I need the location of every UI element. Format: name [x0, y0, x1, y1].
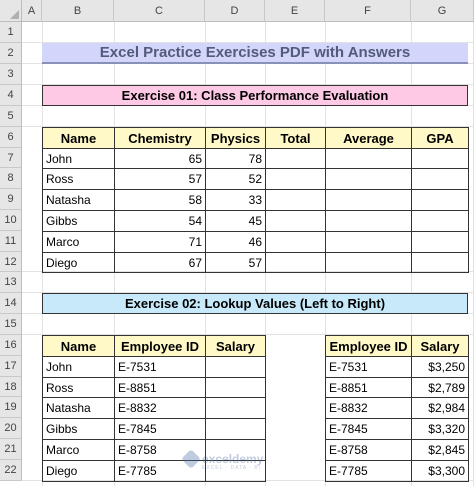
name-cell[interactable]: John	[43, 149, 115, 169]
average-cell[interactable]	[326, 169, 412, 190]
table-row	[43, 378, 266, 398]
salary-cell[interactable]: $2,789	[412, 378, 469, 398]
exercise2-source-table	[325, 335, 469, 482]
table-row	[326, 398, 469, 419]
name-cell[interactable]: Diego	[43, 253, 115, 273]
salary-cell[interactable]: $3,300	[412, 461, 469, 482]
employee-id-cell[interactable]: E-8851	[326, 378, 412, 398]
header-name[interactable]: Name	[43, 336, 115, 357]
row-header-6[interactable]: 6	[0, 127, 22, 148]
physics-cell[interactable]: 45	[206, 211, 266, 232]
row-header-11[interactable]: 11	[0, 231, 22, 252]
header-gpa[interactable]: GPA	[412, 128, 469, 149]
exercise1-table	[42, 127, 469, 273]
exceldemy-watermark	[184, 452, 264, 471]
table-row	[326, 357, 469, 378]
row-header-12[interactable]: 12	[0, 252, 22, 272]
row-header-18[interactable]: 18	[0, 377, 22, 397]
employee-id-cell[interactable]: E-8758	[115, 440, 206, 461]
row-header-19[interactable]: 19	[0, 397, 22, 418]
column-header-a[interactable]: A	[22, 0, 42, 22]
total-cell[interactable]	[266, 211, 326, 232]
row-header-9[interactable]: 9	[0, 189, 22, 210]
exceldemy-logo-icon	[181, 449, 201, 469]
row-header-1[interactable]: 1	[0, 22, 22, 43]
table-header-row	[43, 336, 266, 357]
employee-id-cell[interactable]: E-8832	[115, 398, 206, 419]
column-header-g[interactable]: G	[411, 0, 474, 22]
row-header-3[interactable]: 3	[0, 64, 22, 85]
header-chemistry[interactable]: Chemistry	[115, 128, 206, 149]
employee-id-cell[interactable]: E-8851	[115, 378, 206, 398]
salary-cell[interactable]: $3,320	[412, 419, 469, 440]
name-cell[interactable]: Marco	[43, 232, 115, 253]
table-row	[326, 461, 469, 482]
name-cell[interactable]: Ross	[43, 378, 115, 398]
salary-cell[interactable]	[206, 398, 266, 419]
physics-cell[interactable]: 33	[206, 190, 266, 211]
row-header-4[interactable]: 4	[0, 85, 22, 106]
column-header-b[interactable]: B	[42, 0, 114, 22]
average-cell[interactable]	[326, 190, 412, 211]
gpa-cell[interactable]	[412, 149, 469, 169]
row-header-15[interactable]: 15	[0, 314, 22, 335]
name-cell[interactable]: Ross	[43, 169, 115, 190]
physics-cell[interactable]: 78	[206, 149, 266, 169]
gpa-cell[interactable]	[412, 169, 469, 190]
table-row	[43, 253, 469, 273]
header-employee-id[interactable]: Employee ID	[115, 336, 206, 357]
salary-cell[interactable]: $2,845	[412, 440, 469, 461]
total-cell[interactable]	[266, 253, 326, 273]
table-row	[43, 398, 266, 419]
total-cell[interactable]	[266, 149, 326, 169]
physics-cell[interactable]: 52	[206, 169, 266, 190]
name-cell[interactable]: Gibbs	[43, 419, 115, 440]
row-header-13[interactable]: 13	[0, 272, 22, 293]
total-cell[interactable]	[266, 169, 326, 190]
employee-id-cell[interactable]: E-7785	[115, 461, 206, 482]
chemistry-cell[interactable]: 65	[115, 149, 206, 169]
average-cell[interactable]	[326, 253, 412, 273]
table-row	[43, 190, 469, 211]
column-header-d[interactable]: D	[205, 0, 265, 22]
row-header-5[interactable]: 5	[0, 106, 22, 127]
row-header-20[interactable]: 20	[0, 418, 22, 439]
table-header-row	[43, 128, 469, 149]
name-cell[interactable]: Diego	[43, 461, 115, 482]
gpa-cell[interactable]	[412, 253, 469, 273]
physics-cell[interactable]: 46	[206, 232, 266, 253]
select-all-corner[interactable]	[0, 0, 22, 22]
employee-id-cell[interactable]: E-7785	[326, 461, 412, 482]
column-header-f[interactable]: F	[325, 0, 411, 22]
gpa-cell[interactable]	[412, 232, 469, 253]
watermark-brand: exceldemy	[202, 452, 264, 466]
chemistry-cell[interactable]: 57	[115, 169, 206, 190]
table-row	[43, 211, 469, 232]
row-header-8[interactable]: 8	[0, 168, 22, 189]
row-header-17[interactable]: 17	[0, 356, 22, 377]
salary-cell[interactable]	[206, 378, 266, 398]
row-header-22[interactable]: 22	[0, 460, 22, 481]
table-row	[43, 357, 266, 378]
row-header-21[interactable]: 21	[0, 439, 22, 460]
total-cell[interactable]	[266, 232, 326, 253]
salary-cell[interactable]: $3,250	[412, 357, 469, 378]
chemistry-cell[interactable]: 67	[115, 253, 206, 273]
name-cell[interactable]: John	[43, 357, 115, 378]
table-row	[43, 419, 266, 440]
row-header-7[interactable]: 7	[0, 148, 22, 168]
row-header-16[interactable]: 16	[0, 335, 22, 356]
employee-id-cell[interactable]: E-8832	[326, 398, 412, 419]
employee-id-cell[interactable]: E-7531	[115, 357, 206, 378]
name-cell[interactable]: Natasha	[43, 190, 115, 211]
employee-id-cell[interactable]: E-8758	[326, 440, 412, 461]
employee-id-cell[interactable]: E-7845	[326, 419, 412, 440]
header-average[interactable]: Average	[326, 128, 412, 149]
total-cell[interactable]	[266, 190, 326, 211]
average-cell[interactable]	[326, 232, 412, 253]
salary-cell[interactable]: $2,984	[412, 398, 469, 419]
table-row	[43, 232, 469, 253]
chemistry-cell[interactable]: 58	[115, 190, 206, 211]
watermark-tagline: EXCEL · DATA · BI	[202, 465, 262, 471]
header-physics[interactable]: Physics	[206, 128, 266, 149]
chemistry-cell[interactable]: 54	[115, 211, 206, 232]
chemistry-cell[interactable]: 71	[115, 232, 206, 253]
column-header-e[interactable]: E	[265, 0, 325, 22]
exercise1-title[interactable]: Exercise 01: Class Performance Evaluation	[42, 85, 468, 106]
gpa-cell[interactable]	[412, 190, 469, 211]
physics-cell[interactable]: 57	[206, 253, 266, 273]
average-cell[interactable]	[326, 211, 412, 232]
exercise2-title[interactable]: Exercise 02: Lookup Values (Left to Right)	[42, 293, 468, 314]
select-all-triangle-icon	[10, 10, 19, 19]
salary-cell[interactable]	[206, 419, 266, 440]
row-header-10[interactable]: 10	[0, 210, 22, 231]
table-row	[326, 378, 469, 398]
name-cell[interactable]: Marco	[43, 440, 115, 461]
name-cell[interactable]: Natasha	[43, 398, 115, 419]
table-row	[43, 149, 469, 169]
table-row	[326, 440, 469, 461]
row-header-14[interactable]: 14	[0, 293, 22, 314]
gpa-cell[interactable]	[412, 211, 469, 232]
employee-id-cell[interactable]: E-7845	[115, 419, 206, 440]
table-row	[43, 169, 469, 190]
table-header-row	[326, 336, 469, 357]
name-cell[interactable]: Gibbs	[43, 211, 115, 232]
sheet-title[interactable]: Excel Practice Exercises PDF with Answers	[42, 43, 468, 64]
employee-id-cell[interactable]: E-7531	[326, 357, 412, 378]
header-salary[interactable]: Salary	[412, 336, 469, 357]
salary-cell[interactable]	[206, 357, 266, 378]
header-salary[interactable]: Salary	[206, 336, 266, 357]
row-header-2[interactable]: 2	[0, 43, 22, 64]
header-name[interactable]: Name	[43, 128, 115, 149]
header-employee-id[interactable]: Employee ID	[326, 336, 412, 357]
average-cell[interactable]	[326, 149, 412, 169]
column-header-c[interactable]: C	[114, 0, 205, 22]
header-total[interactable]: Total	[266, 128, 326, 149]
table-row	[326, 419, 469, 440]
